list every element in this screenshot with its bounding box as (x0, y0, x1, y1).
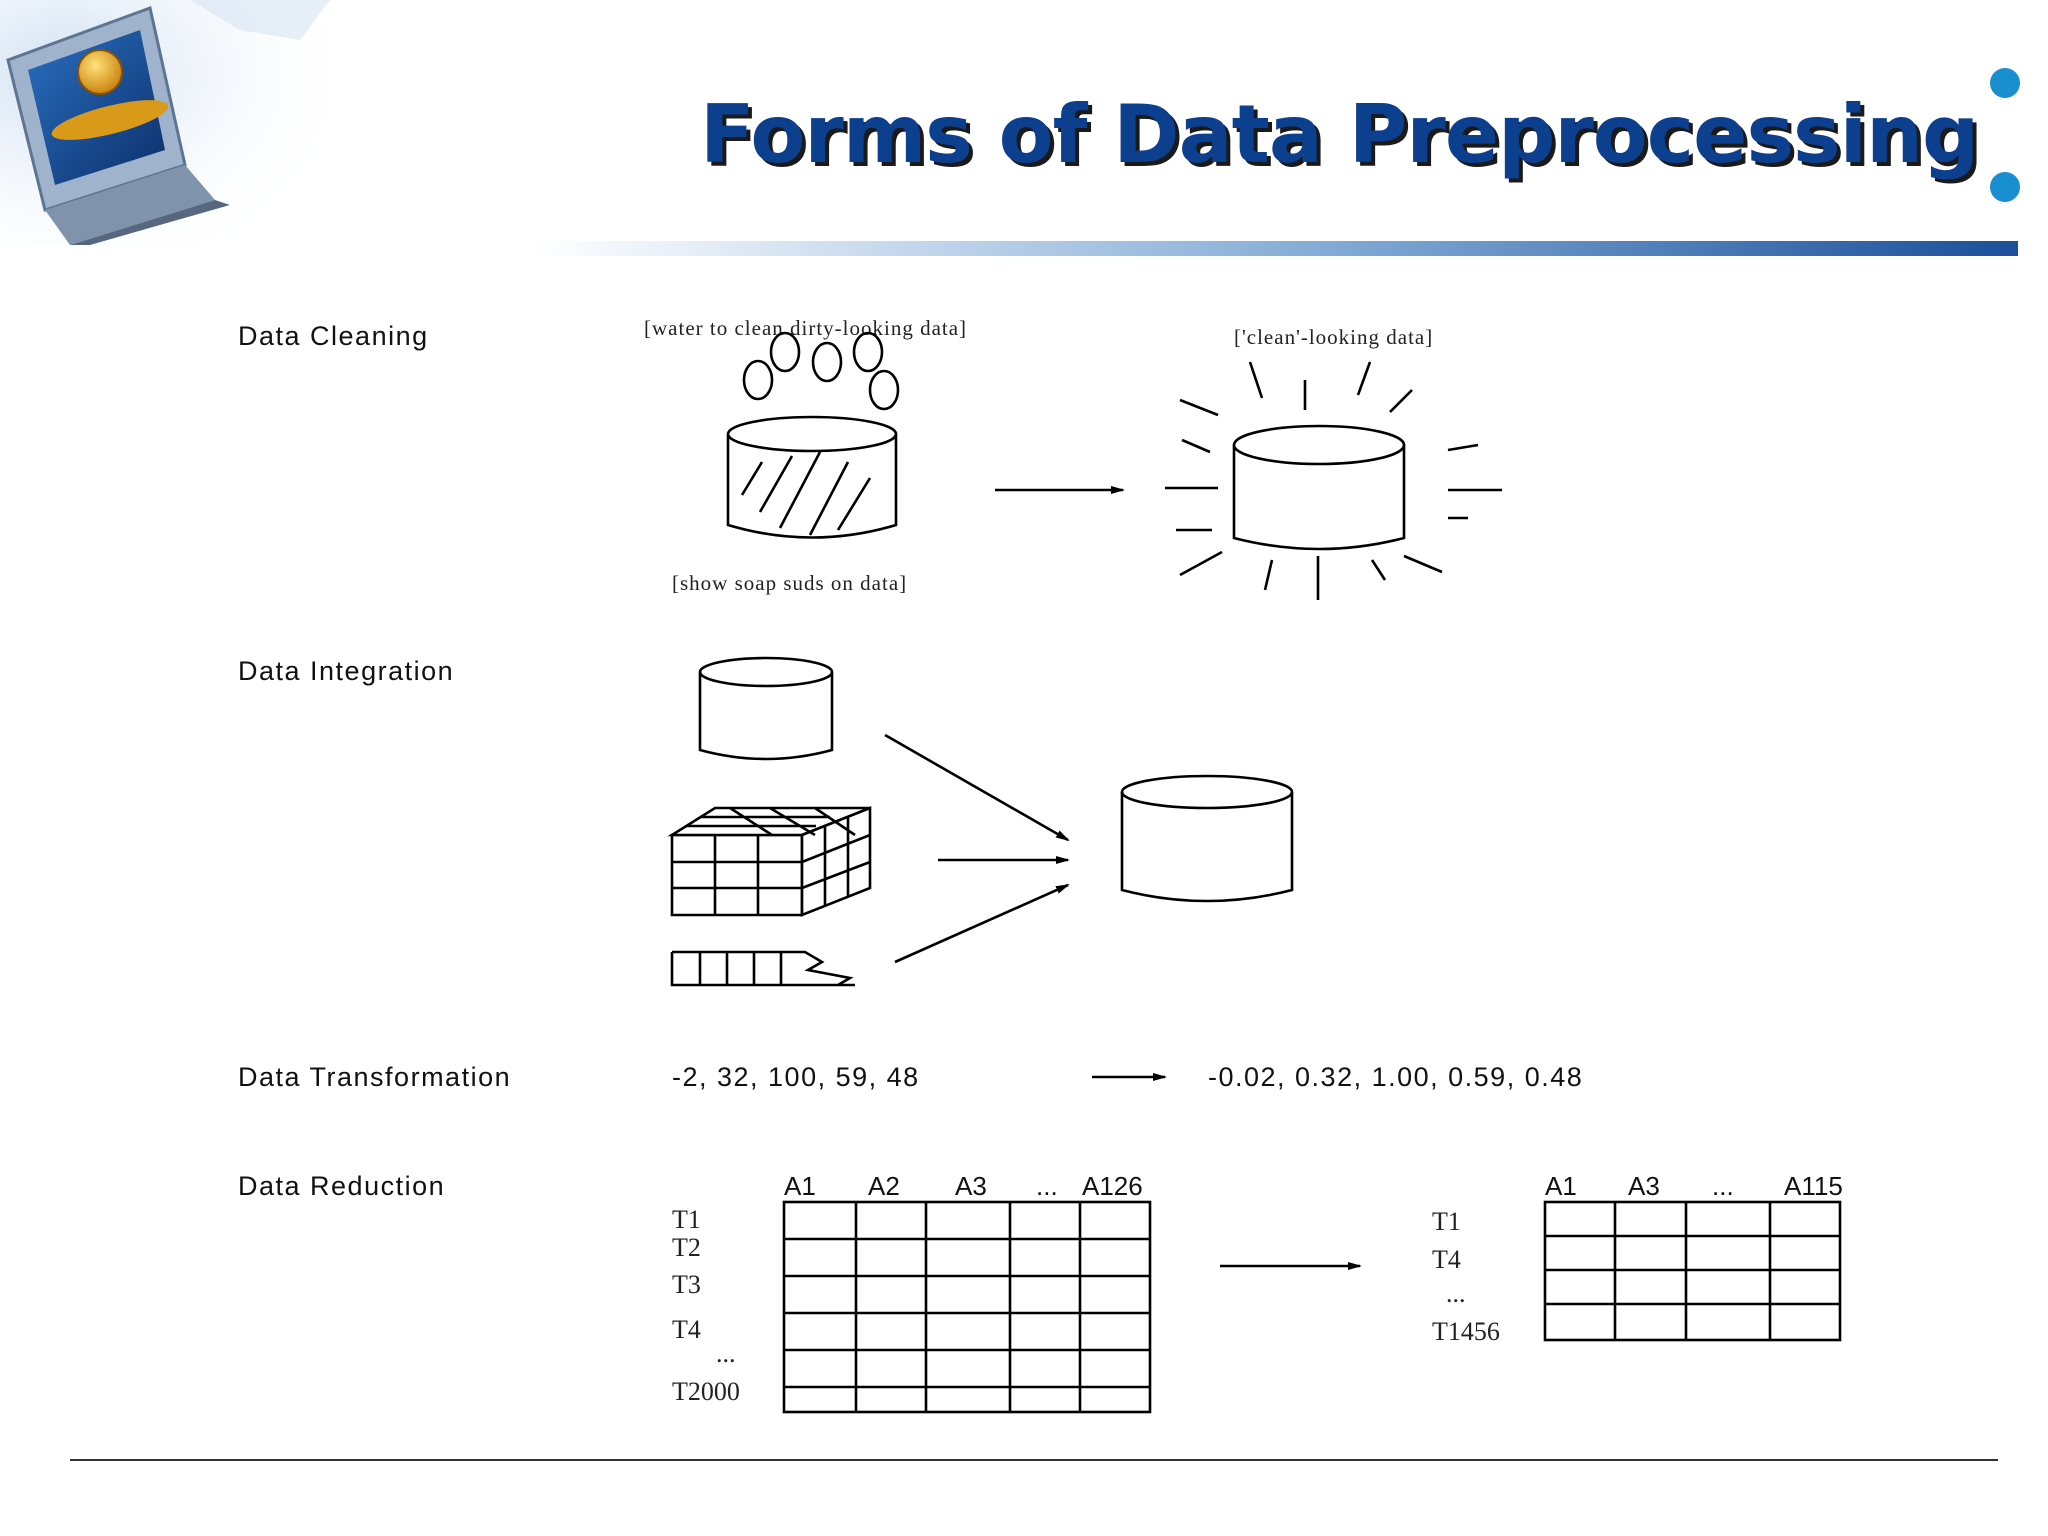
clean-data-note: ['clean'-looking data] (1234, 325, 1434, 349)
column-header: A1 (1545, 1171, 1577, 1201)
water-note: [water to clean dirty-looking data] (644, 316, 968, 340)
row-header: T1456 (1432, 1317, 1500, 1346)
data-reduction-row (238, 1171, 1843, 1412)
row-header: T4 (1432, 1245, 1461, 1274)
slide-title: Forms of Data Preprocessing (700, 88, 1979, 181)
data-transformation-row (238, 1062, 1583, 1092)
column-header: A3 (1628, 1171, 1660, 1201)
column-header: A126 (1082, 1171, 1143, 1201)
flat-file-icon (672, 952, 855, 985)
row-header: T4 (672, 1315, 701, 1344)
data-integration-row (238, 656, 1292, 985)
normalized-values: -0.02, 0.32, 1.00, 0.59, 0.48 (1208, 1062, 1584, 1092)
column-header: A3 (955, 1171, 987, 1201)
data-reduction-label: Data Reduction (238, 1171, 446, 1201)
row-header: T1 (1432, 1207, 1461, 1236)
integrated-database-icon (1122, 776, 1292, 901)
soap-suds-note: [show soap suds on data] (672, 571, 908, 595)
data-transformation-label: Data Transformation (238, 1062, 512, 1092)
row-header: T2 (672, 1233, 701, 1262)
row-header: T3 (672, 1270, 701, 1299)
dirty-database-icon (728, 417, 896, 538)
column-header: ... (1036, 1171, 1058, 1201)
column-header: ... (1712, 1171, 1734, 1201)
integration-arrow-bottom (895, 885, 1068, 962)
row-header: T1 (672, 1205, 701, 1234)
source-database-icon (700, 658, 832, 759)
data-cleaning-label: Data Cleaning (238, 321, 429, 351)
column-header: A1 (784, 1171, 816, 1201)
data-integration-label: Data Integration (238, 656, 455, 686)
reduced-data-table (1432, 1171, 1843, 1346)
row-header: ... (716, 1339, 736, 1368)
integration-arrow-top (885, 735, 1068, 840)
column-header: A115 (1784, 1171, 1843, 1201)
data-cleaning-row (238, 316, 1502, 600)
clean-database-icon (1165, 362, 1502, 600)
row-header: ... (1446, 1279, 1466, 1308)
data-cube-icon (672, 808, 870, 915)
original-data-table (672, 1171, 1150, 1412)
row-header: T2000 (672, 1377, 740, 1406)
column-header: A2 (868, 1171, 900, 1201)
water-drops-icon (744, 333, 898, 409)
raw-values: -2, 32, 100, 59, 48 (672, 1062, 920, 1092)
